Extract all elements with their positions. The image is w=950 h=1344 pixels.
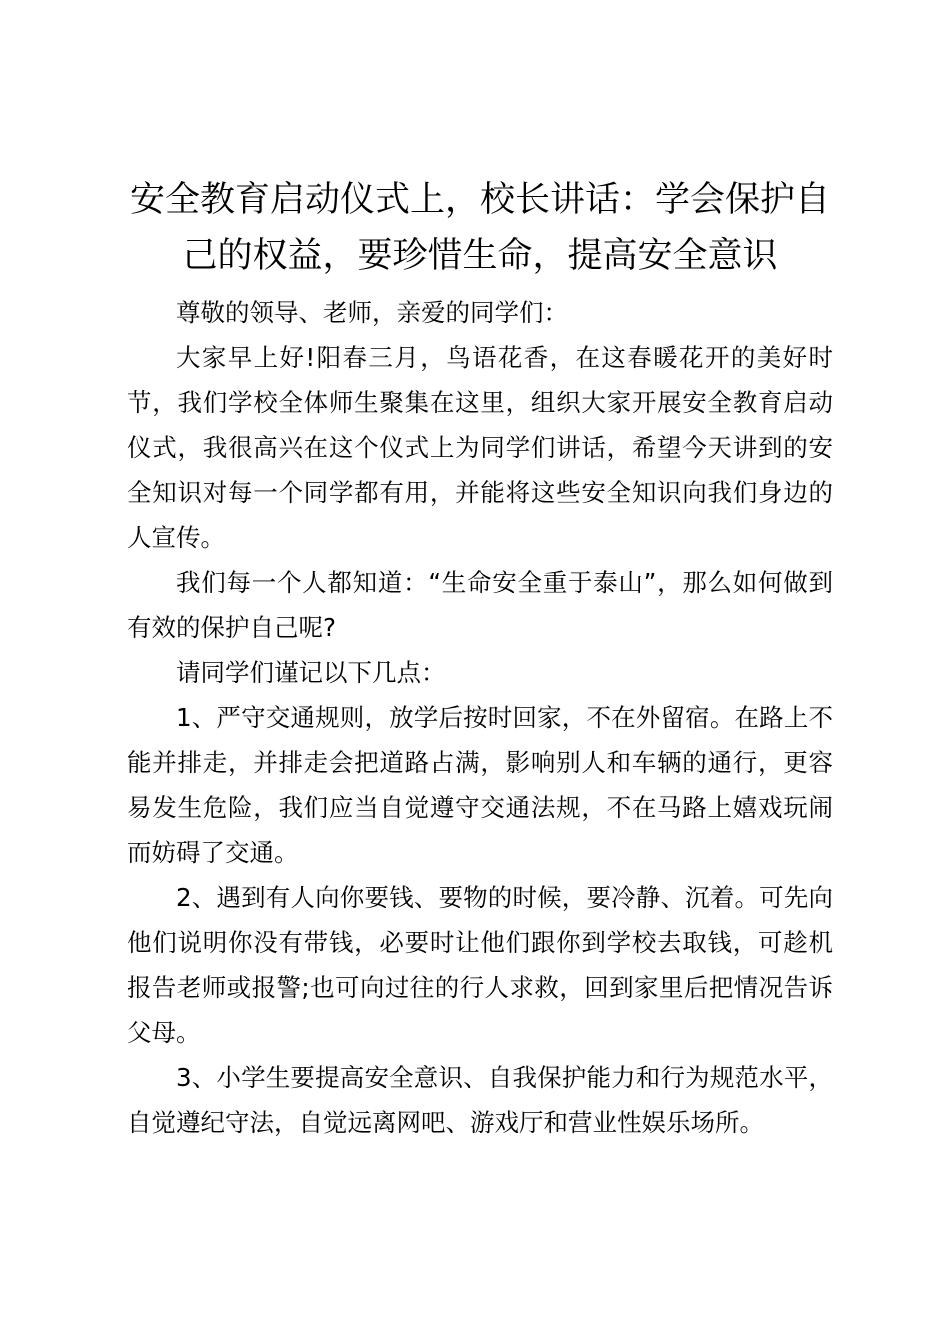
paragraph-point-2: 2、遇到有人向你要钱、要物的时候，要冷静、沉着。可先向他们说明你没有带钱，必要时让他们跟你到学校去取钱，可趁机报告老师或报警;也可向过往的行人求救，回到家里后把情况告诉父母。 [127, 883, 833, 1047]
paragraph-point-3: 3、小学生要提高安全意识、自我保护能力和行为规范水平，自觉遵纪守法，自觉远离网吧、游戏厅和营业性娱乐场所。 [127, 1063, 833, 1137]
paragraph-greeting: 尊敬的领导、老师，亲爱的同学们： [176, 298, 568, 327]
paragraph-opening: 大家早上好!阳春三月，鸟语花香，在这春暖花开的美好时节，我们学校全体师生聚集在这里，组织大家开展安全教育启动仪式，我很高兴在这个仪式上为同学们讲话，希望今天讲到的安全知识对每一个同学都有用，并能将这些安全知识向我们身边的人宣传。 [127, 343, 833, 552]
paragraph-question: 我们每一个人都知道：“生命安全重于泰山”，那么如何做到有效的保护自己呢? [127, 568, 833, 642]
paragraph-points-intro: 请同学们谨记以下几点： [176, 658, 446, 687]
document-page [127, 172, 833, 1145]
document-title: 安全教育启动仪式上，校长讲话：学会保护自己的权益，要珍惜生命，提高安全意识 [129, 180, 830, 276]
document-body [127, 290, 833, 1145]
paragraph-point-1: 1、严守交通规则，放学后按时回家，不在外留宿。在路上不能并排走，并排走会把道路占满，影响别人和车辆的通行，更容易发生危险，我们应当自觉遵守交通法规，不在马路上嬉戏玩闹而妨碍了交通。 [127, 703, 833, 867]
